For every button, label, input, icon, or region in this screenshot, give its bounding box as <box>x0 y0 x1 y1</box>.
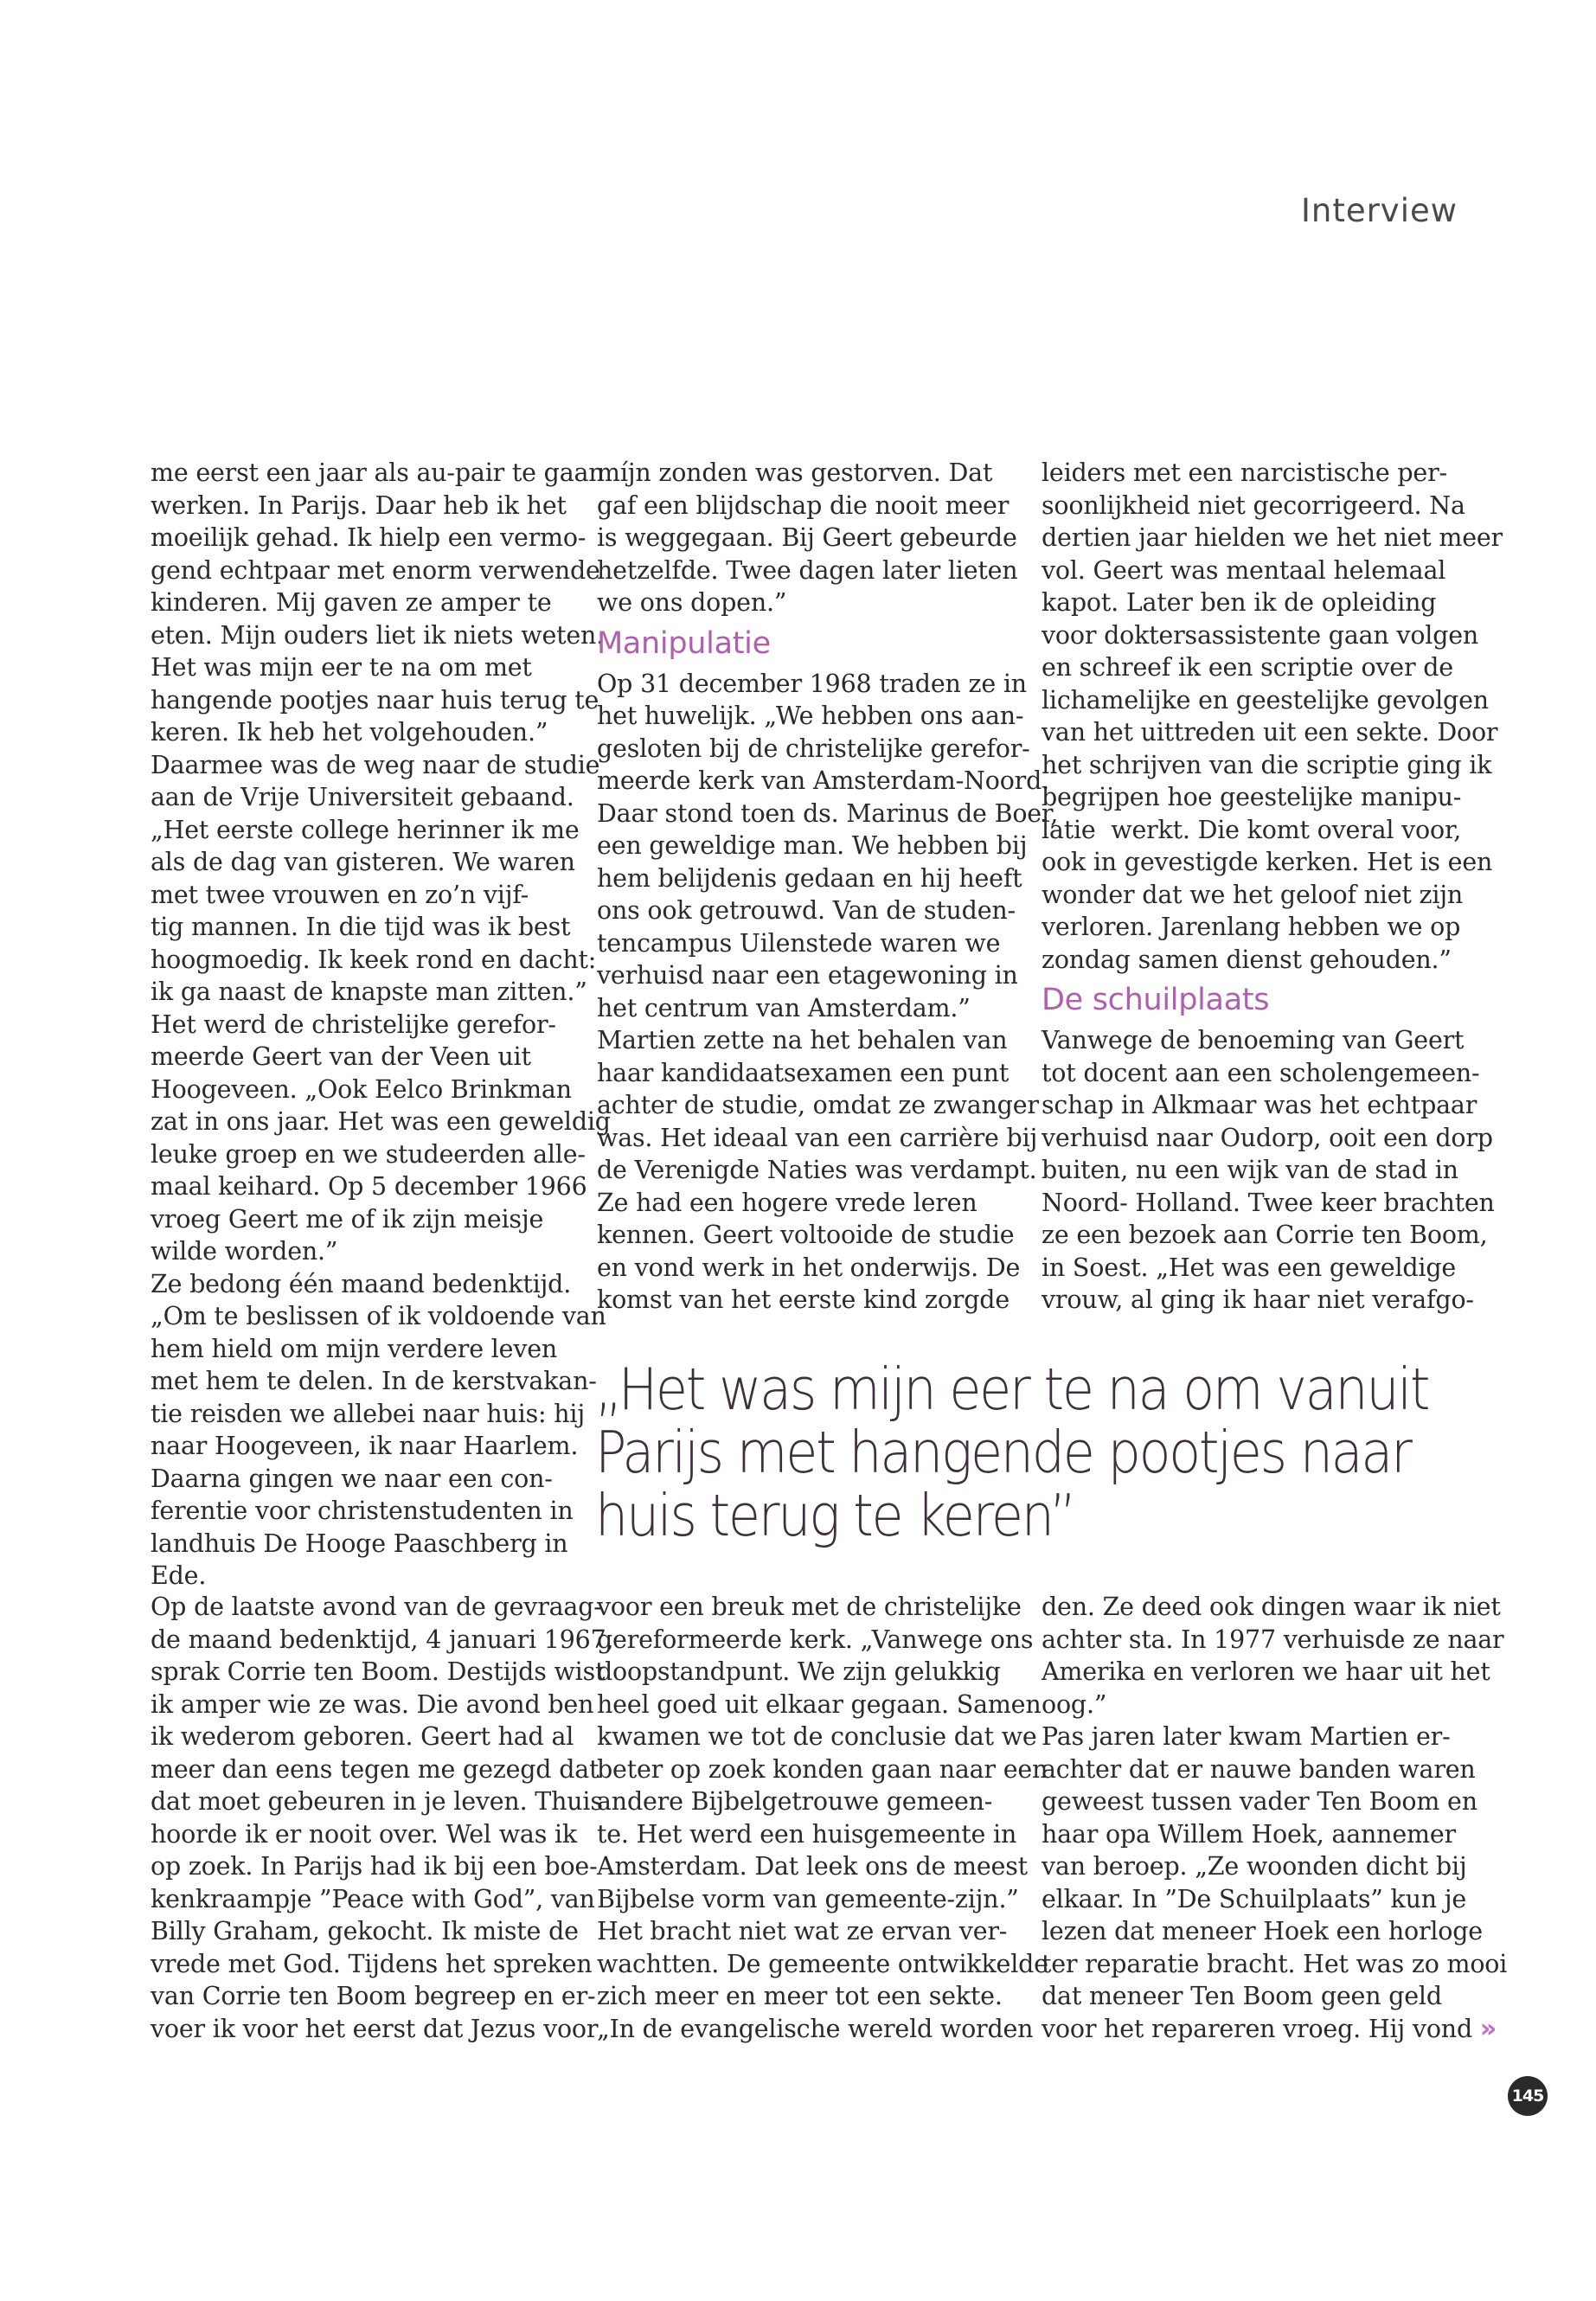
pull-quote-line: huis terug te keren” <box>595 1482 1075 1549</box>
subheading-manipulatie: Manipulatie <box>597 625 771 661</box>
pull-quote <box>595 1356 1429 1549</box>
column-text: míjn zonden was gestorven. Dat gaf een blijdschap die nooit meer is weggegaan. Bij Geert gebeurde hetzelfde. Twee dagen later lieten we ons dopen.” <box>597 458 1018 617</box>
subheading-schuilplaats: De schuilplaats <box>1042 983 1270 1017</box>
column-text-body: den. Ze deed ook dingen waar ik niet achter sta. In 1977 verhuisde ze naar Amerika en verloren we haar uit het oog.” Pas jaren later kwam Martien er- achter dat er nauwe banden waren geweest tussen vader Ten Boom en haar opa Willem Hoek, aannemer van beroep. „Ze woonden dicht bij elkaar. In ”De Schuilplaats” kun je lezen dat meneer Hoek een horloge ter reparatie bracht. Het was zo mooi dat meneer Ten Boom geen geld voor het repareren vroeg. Hij vond <box>1042 1593 1508 2043</box>
column-text: leiders met een narcistische per- soonlijkheid niet gecorrigeerd. Na dertien jaar hielden we het niet meer vol. Geert was mentaal helemaal kapot. Later ben ik de opleiding voor doktersassistente gaan volgen en schreef ik een scriptie over de lichamelijke en geestelijke gevolgen van het uittreden uit een sekte. Door het schrijven van die scriptie ging ik begrijpen hoe geestelijke manipu- latie werkt. Die komt overal voor, ook in gevestigde kerken. Het is een wonder dat we het geloof niet zijn verloren. Jarenlang hebben we op zondag samen dienst gehouden.” <box>1042 458 1503 974</box>
text-column-2 <box>597 457 1059 1317</box>
pull-quote-line: Parijs met hangende pootjes naar <box>595 1419 1411 1486</box>
column-text: Op 31 december 1968 traden ze in het huwelijk. „We hebben ons aan- gesloten bij de christelijke gerefor- meerde kerk van Amsterdam-Noord. Daar stond toen ds. Marinus de Boer, een geweldige man. We hebben bij hem belijdenis gedaan en hij heeft ons ook getrouwd. Van de studen- tencampus Uilenstede waren we verhuisd naar een etagewoning in het centrum van Amsterdam.” Martien zette na het behalen van haar kandidaatsexamen een punt achter de studie, omdat ze zwanger was. Het ideaal van een carrière bij de Verenigde Naties was verdampt. Ze had een hogere vrede leren kennen. Geert voltooide de studie en vond werk in het onderwijs. De komst van het eerste kind zorgde <box>597 669 1059 1314</box>
continue-arrow-icon: » <box>1479 2013 1492 2044</box>
section-label: Interview <box>1300 192 1458 229</box>
page-number: 145 <box>1508 2076 1548 2116</box>
text-column-4 <box>151 1591 614 2045</box>
text-column-6 <box>1042 1591 1508 2045</box>
text-column-1 <box>151 457 611 1593</box>
column-text: Vanwege de benoeming van Geert tot docent aan een scholengemeen- schap in Alkmaar was het echtpaar verhuisd naar Oudorp, ooit een dorp buiten, nu een wijk van de stad in Noord- Holland. Twee keer brachten ze een bezoek aan Corrie ten Boom, in Soest. „Het was een geweldige vrouw, al ging ik haar niet verafgo- <box>1042 1026 1495 1314</box>
column-text: me eerst een jaar als au-pair te gaan werken. In Parijs. Daar heb ik het moeilijk gehad. Ik hielp een vermo- gend echtpaar met enorm verwende kinderen. Mij gaven ze amper te eten. Mijn ouders liet ik niets weten. Het was mijn eer te na om met hangende pootjes naar huis terug te keren. Ik heb het volgehouden.” Daarmee was de weg naar de studie aan de Vrije Universiteit gebaand. „Het eerste college herinner ik me als de dag van gisteren. We waren met twee vrouwen en zo’n vijf- tig mannen. In die tijd was ik best hoogmoedig. Ik keek rond en dacht: ik ga naast de knapste man zitten.” Het werd de christelijke gerefor- meerde Geert van der Veen uit Hoogeveen. „Ook Eelco Brinkman zat in ons jaar. Het was een geweldig leuke groep en we studeerden alle- maal keihard. Op 5 december 1966 vroeg Geert me of ik zijn meisje wilde worden.” Ze bedong één maand bedenktijd. „Om te beslissen of ik voldoende van hem hield om mijn verdere leven met hem te delen. In de kerstvakan- tie reisden we allebei naar huis: hij naar Hoogeveen, ik naar Haarlem. Daarna gingen we naar een con- ferentie voor christenstudenten in landhuis De Hooge Paaschberg in Ede. <box>151 458 611 1590</box>
text-column-5 <box>597 1591 1048 2045</box>
pull-quote-line: „Het was mijn eer te na om vanuit <box>595 1356 1429 1423</box>
column-text <box>1042 1591 1508 2045</box>
text-column-3 <box>1042 457 1503 1317</box>
column-text: voor een breuk met de christelijke gereformeerde kerk. „Vanwege ons doopstandpunt. We zijn gelukkig heel goed uit elkaar gegaan. Samen kwamen we tot de conclusie dat we beter op zoek konden gaan naar een andere Bijbelgetrouwe gemeen- te. Het werd een huisgemeente in Amsterdam. Dat leek ons de meest Bijbelse vorm van gemeente-zijn.” Het bracht niet wat ze ervan ver- wachtten. De gemeente ontwikkelde zich meer en meer tot een sekte. „In de evangelische wereld worden <box>597 1593 1048 2043</box>
column-text: Op de laatste avond van de gevraag- de maand bedenktijd, 4 januari 1967, sprak Corrie ten Boom. Destijds wist ik amper wie ze was. Die avond ben ik wederom geboren. Geert had al meer dan eens tegen me gezegd dat dat moet gebeuren in je leven. Thuis hoorde ik er nooit over. Wel was ik op zoek. In Parijs had ik bij een boe- kenkraampje ”Peace with God”, van Billy Graham, gekocht. Ik miste de vrede met God. Tijdens het spreken van Corrie ten Boom begreep en er- voer ik voor het eerst dat Jezus voor <box>151 1593 614 2043</box>
